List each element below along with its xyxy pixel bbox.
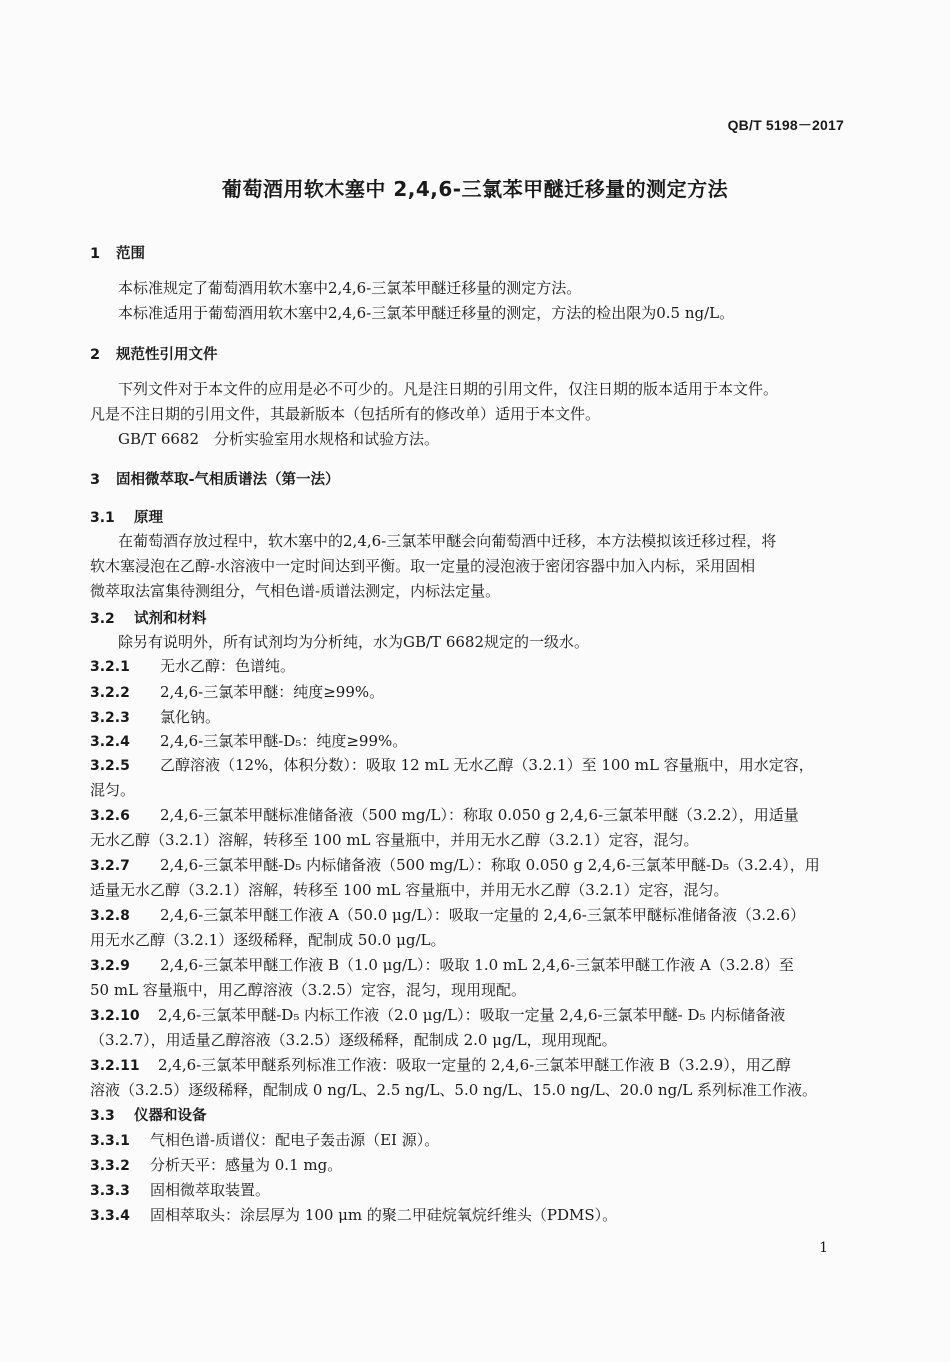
clause-number: 3.2.1 [90, 659, 130, 675]
clause [90, 1005, 785, 1026]
clause-number: 3.2.3 [90, 710, 130, 726]
clause [90, 656, 295, 677]
subsection-title: 原理 [134, 510, 163, 526]
paragraph-line: 软木塞浸泡在乙醇-水溶液中一定时间达到平衡。取一定量的浸泡液于密闭容器中加入内标，采用固相 [90, 557, 756, 575]
clause [90, 1180, 270, 1201]
clause-number: 3.3.4 [90, 1208, 130, 1224]
clause-number: 3.2.6 [90, 808, 130, 824]
normative-reference: GB/T 6682 分析实验室用水规格和试验方法。 [118, 430, 440, 448]
paragraph-continued: 凡是不注日期的引用文件，其最新版本（包括所有的修改单）适用于本文件。 [90, 405, 601, 423]
clause-continued: 溶液（3.2.5）逐级稀释，配制成 0 ng/L、2.5 ng/L、5.0 ng/L、15.0 ng/L、20.0 ng/L 系列标准工作液。 [90, 1081, 817, 1099]
clause-text: 乙醇溶液（12%，体积分数）：吸取 12 mL 无水乙醇（3.2.1）至 100 mL 容量瓶中，用水定容， [160, 756, 814, 774]
clause-continued: 用无水乙醇（3.2.1）逐级稀释，配制成 50.0 μg/L。 [90, 931, 446, 949]
clause-continued: （3.2.7），用适量乙醇溶液（3.2.5）逐级稀释，配制成 2.0 μg/L，现用现配。 [90, 1031, 617, 1049]
section-heading [90, 470, 340, 490]
subsection-number: 3.3 [90, 1108, 115, 1124]
clause-number: 3.2.9 [90, 958, 130, 974]
paragraph: 下列文件对于本文件的应用是必不可少的。凡是注日期的引用文件，仅注日期的版本适用于本文件。 [118, 380, 779, 398]
clause [90, 707, 220, 728]
clause-text: 气相色谱-质谱仪：配电子轰击源（EI 源）。 [150, 1131, 440, 1149]
clause-number: 3.2.4 [90, 734, 130, 750]
subsection-title: 试剂和材料 [134, 611, 207, 627]
subsection-heading [90, 507, 163, 528]
clause [90, 1155, 342, 1176]
clause-number: 3.2.7 [90, 858, 130, 874]
clause-continued: 50 mL 容量瓶中，用乙醇溶液（3.2.5）定容，混匀，现用现配。 [90, 981, 526, 999]
paragraph-line: 微萃取法富集待测组分，气相色谱-质谱法测定，内标法定量。 [90, 582, 501, 600]
clause-text: 2,4,6-三氯苯甲醚工作液 B（1.0 μg/L）：吸取 1.0 mL 2,4,6-三氯苯甲醚工作液 A（3.2.8）至 [160, 956, 794, 974]
clause-number: 3.2.10 [90, 1008, 140, 1024]
clause-text: 固相萃取头：涂层厚为 100 μm 的聚二甲硅烷氧烷纤维头（PDMS）。 [150, 1206, 618, 1224]
section-number: 1 [90, 246, 101, 262]
clause [90, 1055, 791, 1076]
clause [90, 855, 820, 876]
clause-text: 无水乙醇：色谱纯。 [160, 657, 296, 675]
clause [90, 682, 384, 703]
clause-continued: 混匀。 [90, 781, 136, 799]
clause [90, 755, 814, 776]
section-title: 规范性引用文件 [116, 347, 218, 363]
clause-continued: 适量无水乙醇（3.2.1）溶解，转移至 100 mL 容量瓶中，并用无水乙醇（3.2.1）定容，混匀。 [90, 881, 729, 899]
clause-text: 2,4,6-三氯苯甲醚-D₅ 内标工作液（2.0 μg/L）：吸取一定量 2,4,6-三氯苯甲醚- D₅ 内标储备液 [158, 1006, 786, 1024]
standard-code: QB/T 5198－2017 [727, 117, 844, 133]
paragraph: 本标准适用于葡萄酒用软木塞中2,4,6-三氯苯甲醚迁移量的测定，方法的检出限为0.5 ng/L。 [118, 304, 735, 322]
clause [90, 905, 805, 926]
clause-number: 3.3.2 [90, 1158, 130, 1174]
clause-text: 2,4,6-三氯苯甲醚：纯度≥99%。 [160, 683, 385, 701]
clause [90, 1130, 439, 1151]
subsection-number: 3.2 [90, 611, 115, 627]
clause-continued: 无水乙醇（3.2.1）溶解，转移至 100 mL 容量瓶中，并用无水乙醇（3.2.1）定容，混匀。 [90, 831, 699, 849]
clause [90, 1205, 617, 1226]
clause-text: 2,4,6-三氯苯甲醚-D₅ 内标储备液（500 mg/L）：称取 0.050 g 2,4,6-三氯苯甲醚-D₅（3.2.4），用 [160, 856, 820, 874]
clause-text: 2,4,6-三氯苯甲醚工作液 A（50.0 μg/L）：吸取一定量的 2,4,6-三氯苯甲醚标准储备液（3.2.6） [160, 906, 806, 924]
clause-number: 3.2.5 [90, 758, 130, 774]
clause-text: 分析天平：感量为 0.1 mg。 [150, 1156, 343, 1174]
section-number: 2 [90, 347, 101, 363]
subsection-number: 3.1 [90, 510, 115, 526]
clause-text: 氯化钠。 [160, 708, 221, 726]
clause-number: 3.3.3 [90, 1183, 130, 1199]
page-number: 1 [819, 1240, 828, 1256]
section-number: 3 [90, 472, 101, 488]
document-title: 葡萄酒用软木塞中 2,4,6-三氯苯甲醚迁移量的测定方法 [221, 177, 729, 201]
section-heading [90, 244, 145, 264]
clause-number: 3.2.2 [90, 685, 130, 701]
paragraph: 除另有说明外，所有试剂均为分析纯，水为GB/T 6682规定的一级水。 [118, 633, 590, 651]
paragraph-line: 在葡萄酒存放过程中，软木塞中的2,4,6-三氯苯甲醚会向葡萄酒中迁移，本方法模拟该迁移过程，将 [118, 532, 777, 550]
clause-text: 2,4,6-三氯苯甲醚系列标准工作液：吸取一定量的 2,4,6-三氯苯甲醚工作液 B（3.2.9），用乙醇 [158, 1056, 791, 1074]
section-heading [90, 345, 218, 365]
clause-text: 固相微萃取装置。 [150, 1181, 271, 1199]
clause-number: 3.2.11 [90, 1058, 140, 1074]
subsection-heading [90, 1105, 207, 1126]
clause-number: 3.2.8 [90, 908, 130, 924]
subsection-title: 仪器和设备 [134, 1108, 207, 1124]
clause [90, 805, 799, 826]
paragraph: 本标准规定了葡萄酒用软木塞中2,4,6-三氯苯甲醚迁移量的测定方法。 [118, 279, 582, 297]
section-title: 范围 [116, 246, 145, 262]
clause-text: 2,4,6-三氯苯甲醚-D₅：纯度≥99%。 [160, 732, 408, 750]
clause [90, 955, 794, 976]
clause-number: 3.3.1 [90, 1133, 130, 1149]
clause-text: 2,4,6-三氯苯甲醚标准储备液（500 mg/L）：称取 0.050 g 2,4,6-三氯苯甲醚（3.2.2），用适量 [160, 806, 799, 824]
section-title: 固相微萃取-气相质谱法（第一法） [116, 472, 340, 488]
clause [90, 731, 407, 752]
subsection-heading [90, 608, 207, 629]
